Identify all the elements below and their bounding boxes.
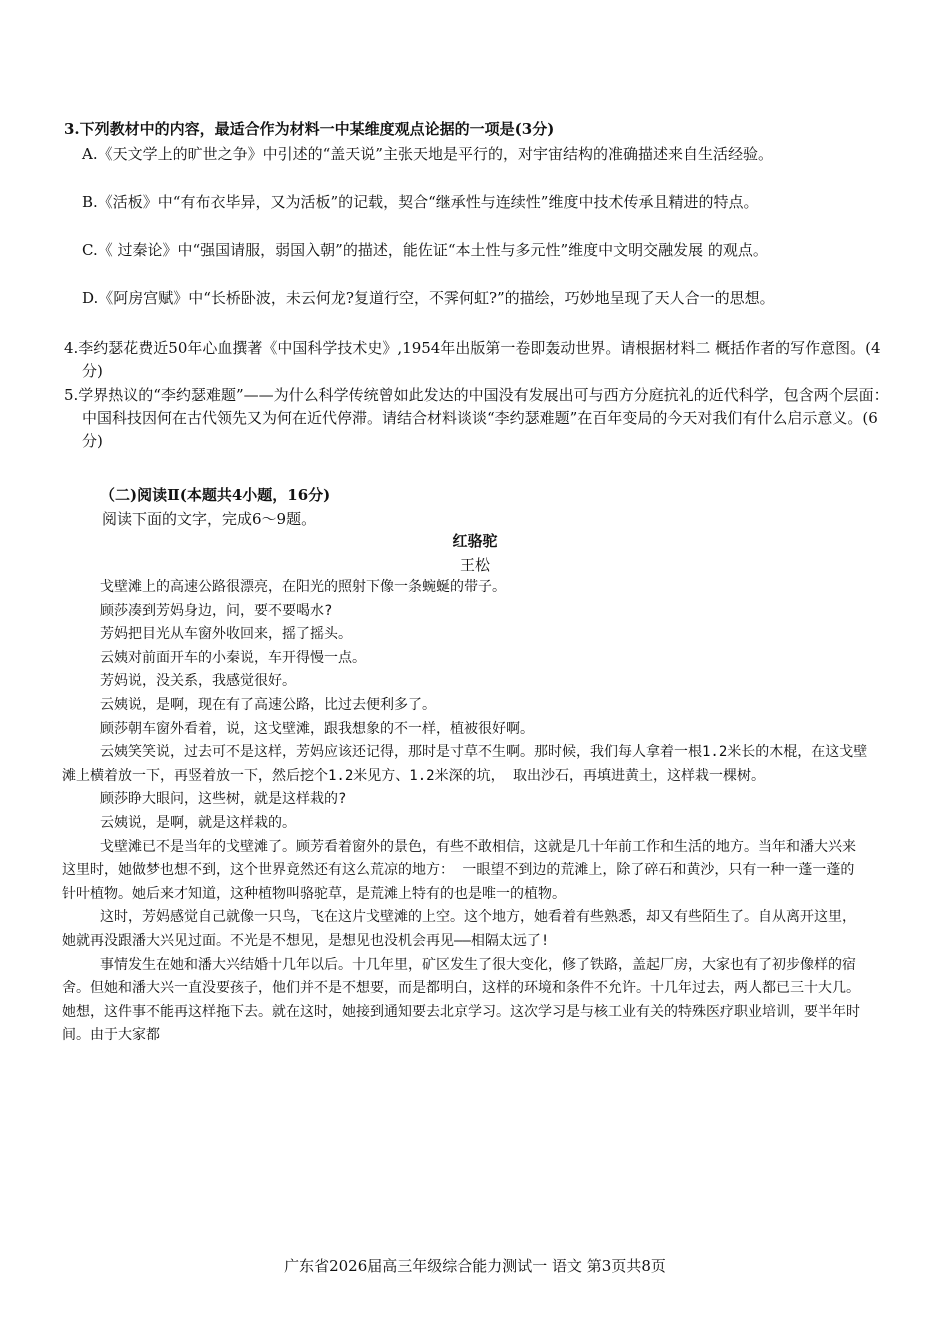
page-footer: 广东省2026届高三年级综合能力测试一 语文 第3页共8页: [284, 1257, 666, 1275]
story-paragraph: 戈壁滩已不是当年的戈壁滩了。顾芳看着窗外的景色，有些不敢相信，这就是几十年前工作和生活的地方。当年和潘大兴来这里时，她做梦也想不到，这个世界竟然还有这么荒凉的地方： 一眼望不到边的荒滩上，除了碎石和黄沙，只有一种一蓬一蓬的针叶植物。她后来才知道，这种植物叫骆驼草，是荒滩上特有的也是唯一的植物。: [62, 838, 856, 902]
question-5: 5.学界热议的“李约瑟难题”——为什么科学传统曾如此发达的中国没有发展出可与西方分庭抗礼的近代科学，包含两个层面：中国科技因何在古代领先又为何在近代停滞。请结合材料谈谈“李约瑟难题”在百年变局的今天对我们有什么启示意义。(6分): [64, 386, 889, 450]
story-body: [62, 576, 868, 1048]
section-heading: （二)阅读Ⅱ(本题共4小题，16分): [100, 486, 331, 504]
question-3-option-d: D.《阿房宫赋》中“长桥卧波，未云何龙?复道行空，不霁何虹?”的描绘，巧妙地呈现了天人合一的思想。: [82, 289, 775, 307]
question-4: 4.李约瑟花费近50年心血撰著《中国科学技术史》,1954年出版第一卷即轰动世界。请根据材料二 概括作者的写作意图。(4分): [64, 339, 881, 380]
story-title: 红骆驼: [452, 532, 498, 550]
story-paragraph: 这时，芳妈感觉自己就像一只鸟，飞在这片戈壁滩的上空。这个地方，她看着有些熟悉，却又有些陌生了。自从离开这里，她就再没跟潘大兴见过面。不光是不想见，是想见也没机会再见——相隔太远了!: [62, 909, 856, 949]
story-author: 王松: [459, 556, 490, 574]
question-3-option-b: B.《活板》中“有布衣毕异，又为活板”的记载，契合“继承性与连续性”维度中技术传承且精进的特点。: [82, 193, 759, 211]
question-3-stem: 3.下列教材中的内容，最适合作为材料一中某维度观点论据的一项是(3分): [64, 120, 555, 138]
story-paragraph: 芳妈说，没关系，我感觉很好。: [100, 673, 296, 690]
story-paragraph: 戈壁滩上的高速公路很漂亮，在阳光的照射下像一条蜿蜒的带子。: [100, 579, 506, 595]
story-paragraph: 顾莎凑到芳妈身边，问，要不要喝水?: [100, 602, 333, 619]
story-paragraph: 顾莎睁大眼问，这些树，就是这样栽的?: [100, 791, 347, 808]
question-3-option-c: C.《 过秦论》中“强国请服，弱国入朝”的描述，能佐证“本土性与多元性”维度中文明交融发展 的观点。: [82, 241, 768, 259]
question-3-option-a: A.《天文学上的旷世之争》中引述的“盖天说”主张天地是平行的，对宇宙结构的准确描述来自生活经验。: [82, 145, 773, 163]
story-paragraph: 顾莎朝车窗外看着，说，这戈壁滩，跟我想象的不一样，植被很好啊。: [100, 720, 534, 737]
story-paragraph: 云姨说，是啊，就是这样栽的。: [100, 814, 296, 831]
story-paragraph: 芳妈把目光从车窗外收回来，摇了摇头。: [100, 626, 352, 643]
story-paragraph: 事情发生在她和潘大兴结婚十几年以后。十几年里，矿区发生了很大变化，修了铁路，盖起厂房，大家也有了初步像样的宿舍。但她和潘大兴一直没要孩子，他们并不是不想要，而是都明白，这样的环境和条件不允许。十几年过去，两人都已三十大几。她想，这件事不能再这样拖下去。就在这时，她接到通知要去北京学习。这次学习是与核工业有关的特殊医疗职业培训，要半年时间。由于大家都: [62, 956, 860, 1044]
story-paragraph: 云姨说，是啊，现在有了高速公路，比过去便利多了。: [100, 696, 436, 713]
story-paragraph: 云姨对前面开车的小秦说，车开得慢一点。: [100, 649, 366, 666]
story-paragraph: 云姨笑笑说，过去可不是这样，芳妈应该还记得，那时是寸草不生啊。那时候，我们每人拿着一根1.2米长的木棍，在这戈壁滩上横着放一下，再竖着放一下，然后挖个1.2米见方、1.2米深的坑， 取出沙石，再填进黄土，这样栽一棵树。: [62, 744, 868, 784]
section-intro: 阅读下面的文字，完成6～9题。: [102, 510, 317, 528]
